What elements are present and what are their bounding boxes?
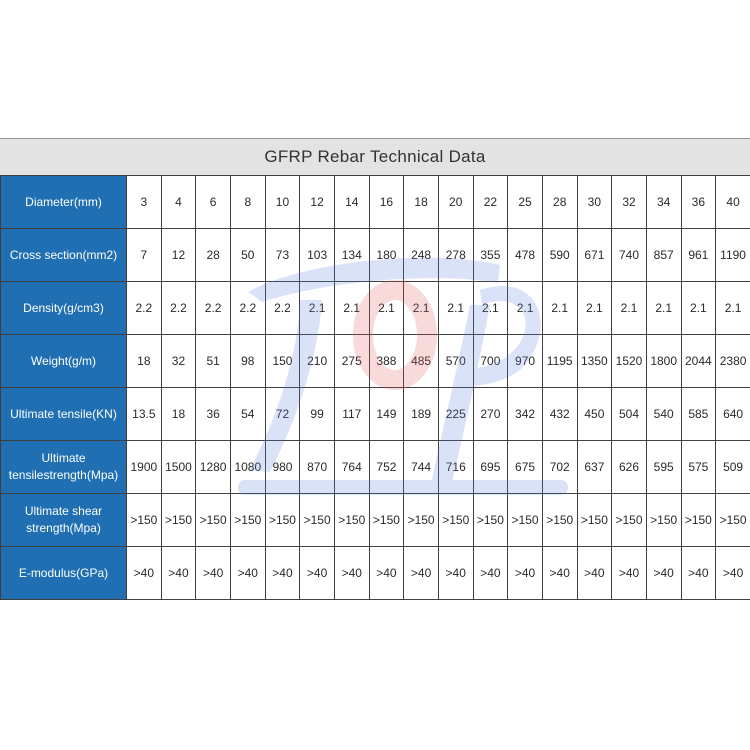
table-cell: 150 [265,335,300,388]
table-cell: 225 [438,388,473,441]
table-cell: 2044 [681,335,716,388]
table-cell: 25 [508,176,543,229]
table-cell: 270 [473,388,508,441]
table-cell: 2.1 [612,282,647,335]
table-cell: 355 [473,229,508,282]
table-cell: 2.2 [127,282,162,335]
table-cell: 478 [508,229,543,282]
table-cell: 8 [230,176,265,229]
table-cell: 702 [542,441,577,494]
table-cell: 275 [334,335,369,388]
table-cell: 2.2 [230,282,265,335]
table-cell: 210 [300,335,335,388]
table-cell: 22 [473,176,508,229]
table-cell: 2.2 [161,282,196,335]
table-cell: 504 [612,388,647,441]
table-cell: 99 [300,388,335,441]
table-cell: 585 [681,388,716,441]
table-cell: >150 [300,494,335,547]
technical-data-table [0,175,750,600]
table-cell: 675 [508,441,543,494]
table-cell: 2.1 [716,282,750,335]
table-cell: 32 [612,176,647,229]
table-cell: >150 [196,494,231,547]
table-cell: >40 [196,547,231,600]
table-cell: 189 [404,388,439,441]
table-cell: 342 [508,388,543,441]
table-cell: >40 [438,547,473,600]
table-cell: 2.1 [577,282,612,335]
table-cell: 2.1 [646,282,681,335]
table-cell: 590 [542,229,577,282]
table-cell: 1800 [646,335,681,388]
table-row [1,388,750,441]
table-cell: 626 [612,441,647,494]
table-cell: 870 [300,441,335,494]
table-cell: >150 [334,494,369,547]
table-cell: 12 [300,176,335,229]
table-cell: >150 [716,494,750,547]
table-cell: >40 [300,547,335,600]
table-cell: 117 [334,388,369,441]
table-cell: 2.1 [334,282,369,335]
table-cell: 2.1 [542,282,577,335]
table-cell: 509 [716,441,750,494]
table-cell: 1350 [577,335,612,388]
table-cell: >150 [161,494,196,547]
table-cell: 72 [265,388,300,441]
table-cell: 18 [161,388,196,441]
table-cell: 28 [542,176,577,229]
table-cell: >150 [473,494,508,547]
table-cell: 1900 [127,441,162,494]
table-cell: >40 [508,547,543,600]
table-cell: 1195 [542,335,577,388]
table-cell: 2.2 [196,282,231,335]
table-cell: 450 [577,388,612,441]
table-cell: >40 [681,547,716,600]
table-cell: 14 [334,176,369,229]
table-cell: 98 [230,335,265,388]
table-cell: >40 [230,547,265,600]
table-row [1,547,750,600]
table-cell: 54 [230,388,265,441]
table-cell: >150 [646,494,681,547]
table-cell: >40 [161,547,196,600]
table-row [1,176,750,229]
table-cell: 764 [334,441,369,494]
table-cell: 2.1 [300,282,335,335]
table-cell: >150 [577,494,612,547]
table-cell: 134 [334,229,369,282]
table-cell: 540 [646,388,681,441]
row-header: Weight(g/m) [1,335,127,388]
table-cell: 3 [127,176,162,229]
table-cell: 970 [508,335,543,388]
table-cell: 36 [681,176,716,229]
table-cell: 149 [369,388,404,441]
table-cell: 1280 [196,441,231,494]
table-row [1,229,750,282]
table-cell: 740 [612,229,647,282]
table-cell: >150 [612,494,647,547]
table-cell: 18 [404,176,439,229]
table-cell: 570 [438,335,473,388]
row-header: E-modulus(GPa) [1,547,127,600]
table-row [1,282,750,335]
table-cell: >150 [681,494,716,547]
table-cell: 752 [369,441,404,494]
table-cell: >40 [612,547,647,600]
table-cell: 34 [646,176,681,229]
table-cell: 2.2 [265,282,300,335]
table-cell: 36 [196,388,231,441]
table-cell: 2.1 [681,282,716,335]
table-cell: 1500 [161,441,196,494]
table-cell: 32 [161,335,196,388]
table-cell: 40 [716,176,750,229]
row-header: Ultimate tensilestrength(Mpa) [1,441,127,494]
table-cell: 51 [196,335,231,388]
table-cell: >40 [127,547,162,600]
row-header: Cross section(mm2) [1,229,127,282]
table-cell: 695 [473,441,508,494]
table-cell: 485 [404,335,439,388]
table-cell: 18 [127,335,162,388]
table-cell: 716 [438,441,473,494]
table-cell: >150 [369,494,404,547]
table-cell: >40 [716,547,750,600]
table-row [1,441,750,494]
table-cell: 2.1 [508,282,543,335]
table-cell: >150 [265,494,300,547]
table-cell: 73 [265,229,300,282]
table-cell: 575 [681,441,716,494]
table-row [1,494,750,547]
table-cell: 30 [577,176,612,229]
table-cell: 640 [716,388,750,441]
table-cell: 28 [196,229,231,282]
row-header: Ultimate shear strength(Mpa) [1,494,127,547]
table-cell: 980 [265,441,300,494]
table-cell: 700 [473,335,508,388]
technical-data-sheet [0,138,750,600]
row-header: Ultimate tensile(KN) [1,388,127,441]
row-header: Density(g/cm3) [1,282,127,335]
table-row [1,335,750,388]
table-cell: 432 [542,388,577,441]
table-cell: 1190 [716,229,750,282]
table-cell: 2.1 [369,282,404,335]
table-cell: >150 [508,494,543,547]
table-cell: >150 [542,494,577,547]
table-cell: 103 [300,229,335,282]
table-cell: >40 [369,547,404,600]
table-cell: 278 [438,229,473,282]
table-cell: 12 [161,229,196,282]
table-cell: >40 [577,547,612,600]
table-cell: 20 [438,176,473,229]
table-cell: 7 [127,229,162,282]
table-cell: 4 [161,176,196,229]
table-cell: >40 [542,547,577,600]
table-cell: 2.1 [404,282,439,335]
table-cell: >150 [230,494,265,547]
table-cell: 595 [646,441,681,494]
table-cell: 2380 [716,335,750,388]
table-cell: 671 [577,229,612,282]
table-cell: 857 [646,229,681,282]
table-cell: 6 [196,176,231,229]
table-cell: >150 [438,494,473,547]
table-title: GFRP Rebar Technical Data [0,138,750,175]
table-cell: 2.1 [438,282,473,335]
table-cell: 388 [369,335,404,388]
table-cell: >150 [127,494,162,547]
table-cell: 961 [681,229,716,282]
table-cell: 1080 [230,441,265,494]
table-cell: >40 [334,547,369,600]
table-cell: >150 [404,494,439,547]
table-cell: 2.1 [473,282,508,335]
table-cell: 180 [369,229,404,282]
table-cell: >40 [265,547,300,600]
table-cell: 16 [369,176,404,229]
table-cell: >40 [646,547,681,600]
table-cell: 744 [404,441,439,494]
table-cell: 1520 [612,335,647,388]
table-cell: 248 [404,229,439,282]
table-cell: 50 [230,229,265,282]
row-header: Diameter(mm) [1,176,127,229]
table-cell: >40 [404,547,439,600]
table-cell: 13.5 [127,388,162,441]
table-cell: 637 [577,441,612,494]
table-cell: >40 [473,547,508,600]
table-cell: 10 [265,176,300,229]
